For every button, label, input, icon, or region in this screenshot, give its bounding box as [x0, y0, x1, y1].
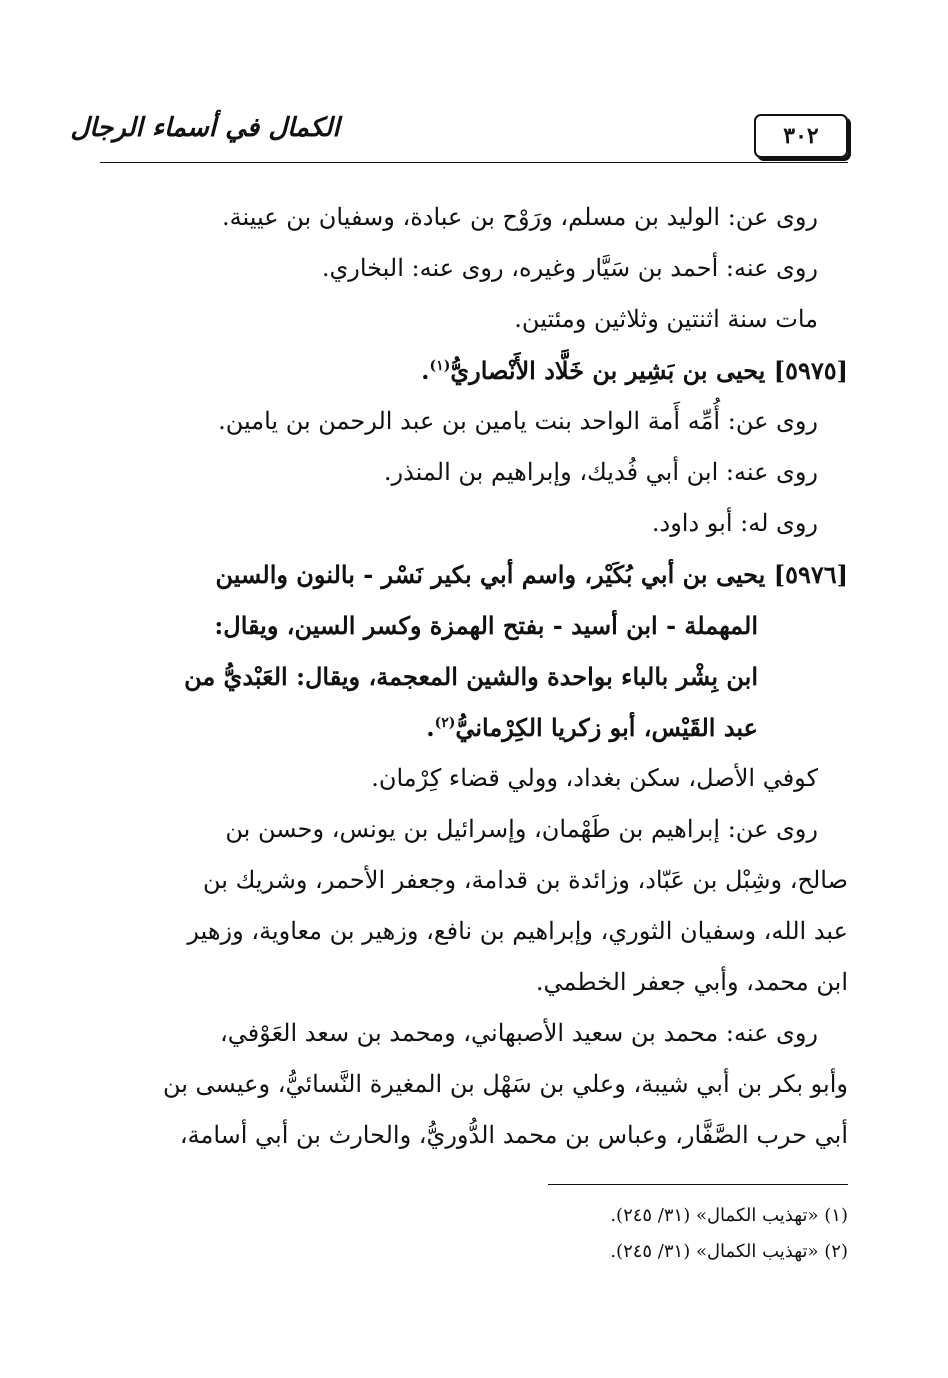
entry-heading: المهملة - ابن أسيد - بفتح الهمزة وكسر السين، ويقال:: [214, 611, 758, 640]
text-line: روى عنه: محمد بن سعيد الأصبهاني، ومحمد بن سعد العَوْفي،: [219, 1019, 818, 1047]
footnote: (١) «تهذيب الكمال» (٣١/ ٢٤٥).: [610, 1205, 848, 1226]
text-line: مات سنة اثنتين وثلاثين ومئتين.: [514, 305, 818, 333]
text-line: روى عن: أُمِّه أَمة الواحد بنت يامين بن عبد الرحمن بن يامين.: [218, 407, 818, 435]
entry-heading: [100, 702, 848, 753]
text-line: روى عنه: أحمد بن سَيَّار وغيره، روى عنه: البخاري.: [321, 254, 818, 282]
text-line: أبي حرب الصَّفَّار، وعباس بن محمد الدُّوريُّ، والحارث بن أبي أسامة،: [179, 1121, 848, 1149]
footnotes: [100, 1198, 848, 1270]
text-line: روى له: أبو داود.: [651, 509, 818, 537]
text-line: روى عن: الوليد بن مسلم، ورَوْح بن عبادة، وسفيان بن عيينة.: [222, 203, 818, 231]
entry-heading-text: [٥٩٧٥] يحيى بن بَشِير بن خَلَّاد الأَنْصاريُّ: [450, 356, 848, 385]
text-line: روى عنه: ابن أبي فُديك، وإبراهيم بن المنذر.: [383, 458, 818, 486]
page-number: ٣٠٢: [754, 114, 848, 158]
text-line: كوفي الأصل، سكن بغداد، وولي قضاء كِرْمان.: [371, 764, 818, 792]
footnote-ref: (١): [429, 358, 451, 374]
entry-heading: [100, 345, 848, 396]
heading-period: .: [421, 356, 430, 385]
book-title: الكمال في أسماء الرجال: [70, 113, 340, 143]
page-header: [70, 98, 848, 164]
entry-heading: ابن بِشْر بالباء بواحدة والشين المعجمة، ويقال: العَبْديُّ من: [184, 662, 758, 691]
footnote-divider: [548, 1184, 848, 1185]
header-divider: [100, 162, 848, 163]
entry-heading-text: عبد القَيْس، أبو زكريا الكِرْمانيُّ: [455, 713, 758, 742]
text-line: عبد الله، وسفيان الثوري، وإبراهيم بن نافع، وزهير بن معاوية، وزهير: [187, 917, 848, 945]
text-line: وأبو بكر بن أبي شيبة، وعلي بن سَهْل بن المغيرة النَّسائيُّ، وعيسى بن: [162, 1070, 848, 1098]
footnote: (٢) «تهذيب الكمال» (٣١/ ٢٤٥).: [610, 1241, 848, 1262]
text-line: صالح، وشِبْل بن عَبّاد، وزائدة بن قدامة، وجعفر الأحمر، وشريك بن: [203, 866, 848, 894]
heading-period: .: [426, 713, 435, 742]
footnote-ref: (٢): [434, 715, 456, 731]
text-line: ابن محمد، وأبي جعفر الخطمي.: [535, 968, 848, 996]
page-body: [100, 192, 848, 1161]
entry-heading: [٥٩٧٦] يحيى بن أبي بُكَيْر، واسم أبي بكير نَسْر - بالنون والسين: [215, 560, 848, 589]
text-line: روى عن: إبراهيم بن طَهْمان، وإسرائيل بن يونس، وحسن بن: [225, 815, 818, 843]
